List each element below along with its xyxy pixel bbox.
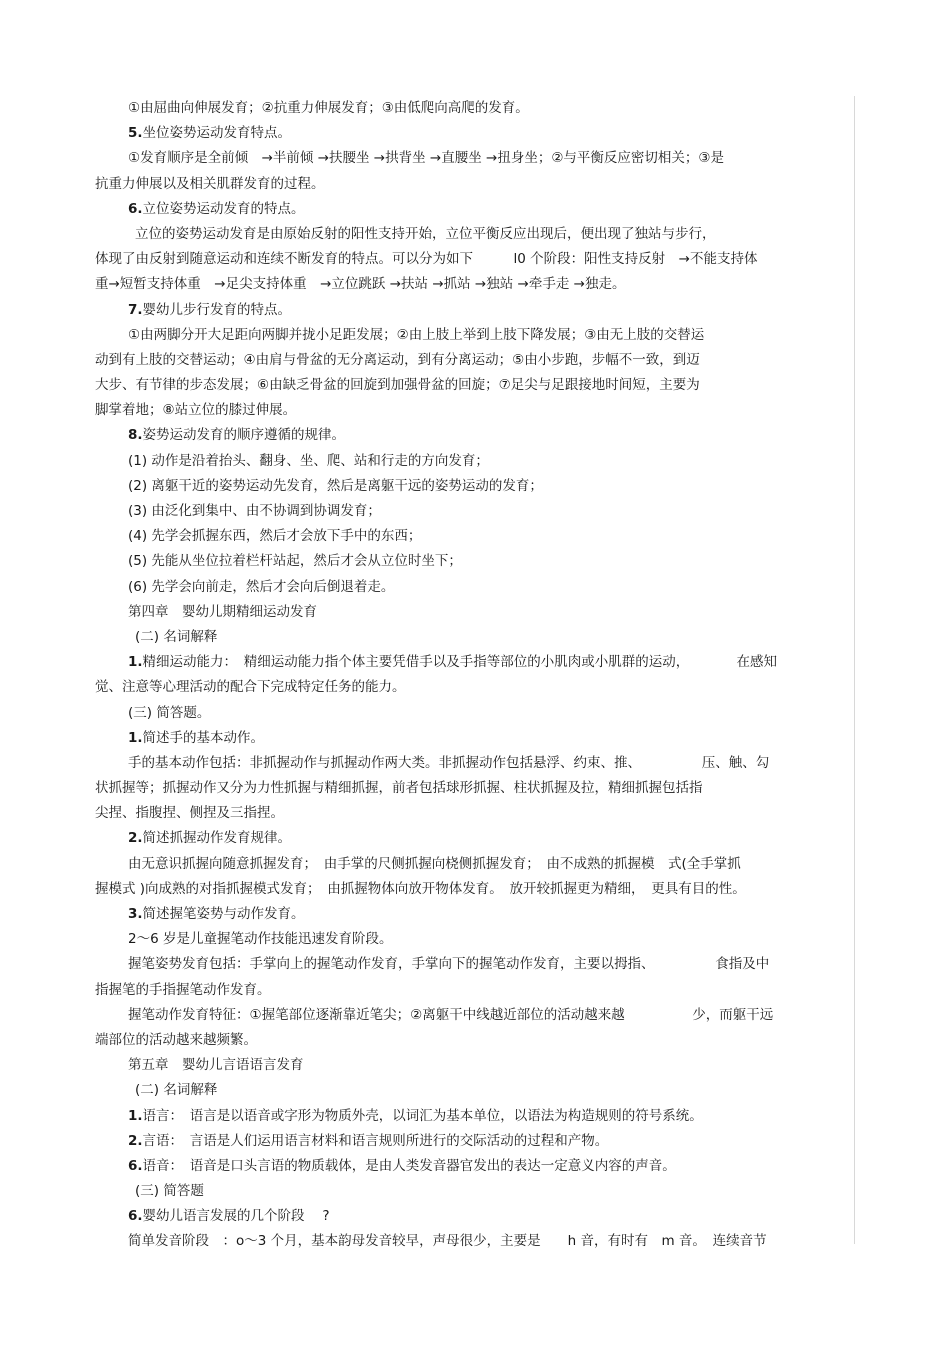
text-line (95, 1229, 853, 1254)
line-text: 体现了由反射到随意运动和连续不断发育的特点。可以分为如下 l0 个阶段：阳性支持反射 →不能支持体 (95, 251, 758, 268)
text-line (95, 826, 853, 851)
text-line (95, 978, 853, 1003)
item-number: 6. (128, 1208, 143, 1225)
text-line (95, 272, 853, 297)
line-text: (三) 简答题 (135, 1183, 204, 1200)
line-text: (6) 先学会向前走，然后才会向后倒退着走。 (128, 578, 395, 595)
line-text: 尖捏、指腹捏、侧捏及三指捏。 (95, 805, 284, 822)
item-number: 1. (128, 1107, 143, 1124)
line-text: 语言： 语言是以语音或字形为物质外壳，以词汇为基本单位，以语法为构造规则的符号系统。 (142, 1107, 703, 1124)
line-text: (5) 先能从坐位拉着栏杆站起，然后才会从立位时坐下； (128, 553, 462, 570)
text-line (95, 650, 853, 675)
item-number: 2. (128, 1132, 143, 1149)
line-text: (二) 名词解释 (135, 1082, 218, 1099)
text-line (95, 575, 853, 600)
text-line (95, 499, 853, 524)
document-page (95, 96, 853, 1255)
line-text: 指握笔的手指握笔动作发育。 (95, 981, 271, 998)
line-text: (4) 先学会抓握东西，然后才会放下手中的东西； (128, 528, 422, 545)
line-text: 握模式 )向成熟的对指抓握模式发育； 由抓握物体向放开物体发育。 放开较抓握更为精细， 更具有目的性。 (95, 880, 746, 897)
line-text: (三) 简答题。 (128, 704, 211, 721)
text-line (95, 1204, 853, 1229)
line-text: 第四章 婴幼儿期精细运动发育 (128, 603, 317, 620)
text-line (95, 121, 853, 146)
text-line (95, 701, 853, 726)
line-text: 立位的姿势运动发育是由原始反射的阳性支持开始，立位平衡反应出现后，便出现了独站与步行， (135, 225, 716, 242)
text-line (95, 852, 853, 877)
line-text: 由无意识抓握向随意抓握发育； 由手掌的尺侧抓握向桡侧抓握发育； 由不成熟的抓握模 式(全手掌抓 (128, 855, 741, 872)
line-text: 抗重力伸展以及相关肌群发育的过程。 (95, 175, 325, 192)
item-number: 1. (128, 654, 143, 671)
line-text: 大步、有节律的步态发展；⑥由缺乏骨盆的回旋到加强骨盆的回旋；⑦足尖与足跟接地时间短，主要为 (95, 377, 700, 394)
line-text: 语音： 语音是口头言语的物质载体，是由人类发音器官发出的表达一定意义内容的声音。 (142, 1157, 676, 1174)
page-right-rule (854, 96, 855, 1244)
line-text: 动到有上肢的交替运动；④由肩与骨盆的无分离运动，到有分离运动；⑤由小步跑，步幅不一致，到迈 (95, 351, 700, 368)
item-number: 6. (128, 200, 143, 217)
line-text: (2) 离躯干近的姿势运动先发育，然后是离躯干远的姿势运动的发育； (128, 477, 543, 494)
line-text: 脚掌着地；⑧站立位的膝过伸展。 (95, 402, 297, 419)
text-line (95, 1154, 853, 1179)
text-line (95, 323, 853, 348)
text-line (95, 600, 853, 625)
text-line (95, 298, 853, 323)
line-text: 言语： 言语是人们运用语言材料和语言规则所进行的交际活动的过程和产物。 (142, 1132, 609, 1149)
text-line (95, 549, 853, 574)
line-text: 握笔姿势发育包括：手掌向上的握笔动作发育，手掌向下的握笔动作发育，主要以拇指、 食指及中 (128, 956, 770, 973)
text-line (95, 348, 853, 373)
line-text: 婴幼儿语言发展的几个阶段 ? (142, 1208, 330, 1225)
text-line (95, 423, 853, 448)
text-line (95, 1028, 853, 1053)
line-text: 第五章 婴幼儿言语语言发育 (128, 1057, 304, 1074)
line-text: 坐位姿势运动发育特点。 (142, 125, 292, 142)
text-line (95, 952, 853, 977)
text-line (95, 927, 853, 952)
line-text: ①发育顺序是全前倾 →半前倾 →扶腰坐 →拱背坐 →直腰坐 →扭身坐；②与平衡反应密切相关；③是 (128, 150, 725, 167)
text-line (95, 1104, 853, 1129)
item-number: 5. (128, 125, 143, 142)
line-text: ①由屈曲向伸展发育；②抗重力伸展发育；③由低爬向高爬的发育。 (128, 100, 529, 116)
text-line (95, 474, 853, 499)
line-text: ①由两脚分开大足距向两脚并拢小足距发展；②由上肢上举到上肢下降发展；③由无上肢的交替运 (128, 326, 705, 343)
item-number: 7. (128, 301, 143, 318)
text-line (95, 197, 853, 222)
text-line (95, 902, 853, 927)
text-line (95, 751, 853, 776)
text-line (95, 449, 853, 474)
item-number: 6. (128, 1157, 143, 1174)
text-line (95, 1179, 853, 1204)
line-text: 重→短暂支持体重 →足尖支持体重 →立位跳跃 →扶站 →抓站 →独站 →牵手走 →独走。 (95, 276, 626, 293)
line-text: (3) 由泛化到集中、由不协调到协调发育； (128, 503, 381, 519)
line-text: (二) 名词解释 (135, 628, 218, 645)
line-text: 婴幼儿步行发育的特点。 (142, 301, 292, 318)
line-text: 手的基本动作包括：非抓握动作与抓握动作两大类。非抓握动作包括悬浮、约束、推、 压、触、勾 (128, 754, 770, 771)
text-line (95, 776, 853, 801)
text-line (95, 398, 853, 423)
text-line (95, 801, 853, 826)
line-text: 立位姿势运动发育的特点。 (142, 200, 305, 217)
text-line (95, 96, 853, 121)
text-line (95, 1053, 853, 1078)
line-text: 简述手的基本动作。 (142, 729, 265, 746)
text-line (95, 524, 853, 549)
text-line (95, 726, 853, 751)
line-text: 握笔动作发育特征：①握笔部位逐渐靠近笔尖；②离躯干中线越近部位的活动越来越 少，而躯干远 (128, 1006, 774, 1023)
item-number: 3. (128, 906, 143, 922)
item-number: 8. (128, 427, 143, 444)
text-line (95, 1129, 853, 1154)
line-text: 姿势运动发育的顺序遵循的规律。 (142, 427, 346, 444)
item-number: 2. (128, 830, 143, 847)
text-line (95, 1078, 853, 1103)
line-text: 简述抓握动作发育规律。 (142, 830, 292, 847)
text-line (95, 373, 853, 398)
text-line (95, 625, 853, 650)
text-line (95, 146, 853, 171)
text-line (95, 877, 853, 902)
item-number: 1. (128, 729, 143, 746)
line-text: 端部位的活动越来越频繁。 (95, 1031, 257, 1048)
text-line (95, 172, 853, 197)
line-text: 精细运动能力： 精细运动能力指个体主要凭借手以及手指等部位的小肌肉或小肌群的运动， 在感知 (142, 654, 778, 671)
text-line (95, 222, 853, 247)
text-line (95, 247, 853, 272)
text-line (95, 1003, 853, 1028)
line-text: 简述握笔姿势与动作发育。 (142, 906, 305, 922)
line-text: 觉、注意等心理活动的配合下完成特定任务的能力。 (95, 679, 406, 696)
text-line (95, 675, 853, 700)
line-text: 状抓握等；抓握动作又分为力性抓握与精细抓握，前者包括球形抓握、柱状抓握及拉，精细抓握包括指 (95, 780, 703, 797)
line-text: (1) 动作是沿着抬头、翻身、坐、爬、站和行走的方向发育； (128, 452, 489, 469)
line-text: 2～6 岁是儿童握笔动作技能迅速发育阶段。 (128, 931, 393, 948)
line-text: 简单发音阶段 ：o～3 个月，基本韵母发音较早，声母很少，主要是 h 音，有时有 m 音。 连续音节 (128, 1233, 767, 1250)
